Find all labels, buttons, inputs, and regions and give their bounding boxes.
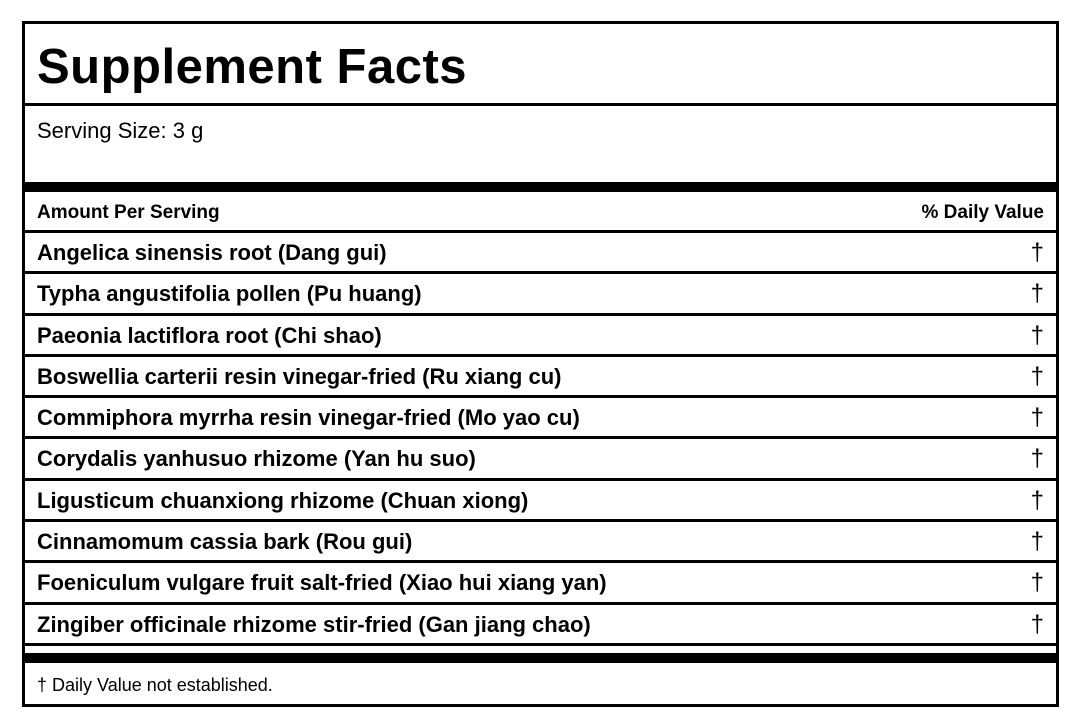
thick-divider-bottom [25, 653, 1056, 663]
ingredient-name: Cinnamomum cassia bark (Rou gui) [37, 529, 413, 555]
ingredient-row [25, 522, 1056, 563]
ingredient-row [25, 481, 1056, 522]
column-header-row [25, 192, 1056, 230]
daily-value-marker: † [1030, 362, 1044, 390]
ingredient-row [25, 439, 1056, 480]
ingredient-name: Paeonia lactiflora root (Chi shao) [37, 322, 382, 348]
daily-value-marker: † [1030, 404, 1044, 432]
ingredient-row [25, 274, 1056, 315]
daily-value-marker: † [1030, 610, 1044, 638]
ingredient-row [25, 563, 1056, 604]
panel-title: Supplement Facts [37, 40, 468, 94]
daily-value-marker: † [1030, 321, 1044, 349]
supplement-facts-panel [22, 21, 1059, 707]
amount-per-serving-header: Amount Per Serving [37, 202, 220, 223]
ingredient-name: Typha angustifolia pollen (Pu huang) [37, 281, 422, 307]
ingredient-name: Angelica sinensis root (Dang gui) [37, 240, 387, 265]
daily-value-header: % Daily Value [921, 202, 1044, 223]
title-divider [25, 103, 1056, 106]
ingredient-name: Zingiber officinale rhizome stir-fried (Gan jiang chao) [37, 611, 591, 637]
ingredient-row [25, 398, 1056, 439]
daily-value-footnote: † Daily Value not established. [37, 675, 273, 695]
daily-value-marker: † [1030, 239, 1044, 266]
ingredient-name: Foeniculum vulgare fruit salt-fried (Xiao hui xiang yan) [37, 570, 607, 596]
ingredient-name: Commiphora myrrha resin vinegar-fried (Mo yao cu) [37, 405, 580, 431]
serving-size: Serving Size: 3 g [37, 118, 204, 143]
daily-value-marker: † [1030, 445, 1044, 473]
daily-value-marker: † [1030, 486, 1044, 514]
ingredient-row [25, 357, 1056, 398]
ingredient-row [25, 233, 1056, 274]
ingredient-row [25, 605, 1056, 646]
ingredient-name: Corydalis yanhusuo rhizome (Yan hu suo) [37, 446, 476, 472]
daily-value-marker: † [1030, 528, 1044, 556]
thick-divider-top [25, 182, 1056, 192]
ingredient-name: Boswellia carterii resin vinegar-fried (Ru xiang cu) [37, 363, 562, 389]
ingredient-row [25, 316, 1056, 357]
ingredient-name: Ligusticum chuanxiong rhizome (Chuan xiong) [37, 487, 529, 513]
daily-value-marker: † [1030, 569, 1044, 597]
ingredient-list [25, 233, 1056, 646]
daily-value-marker: † [1030, 280, 1044, 308]
